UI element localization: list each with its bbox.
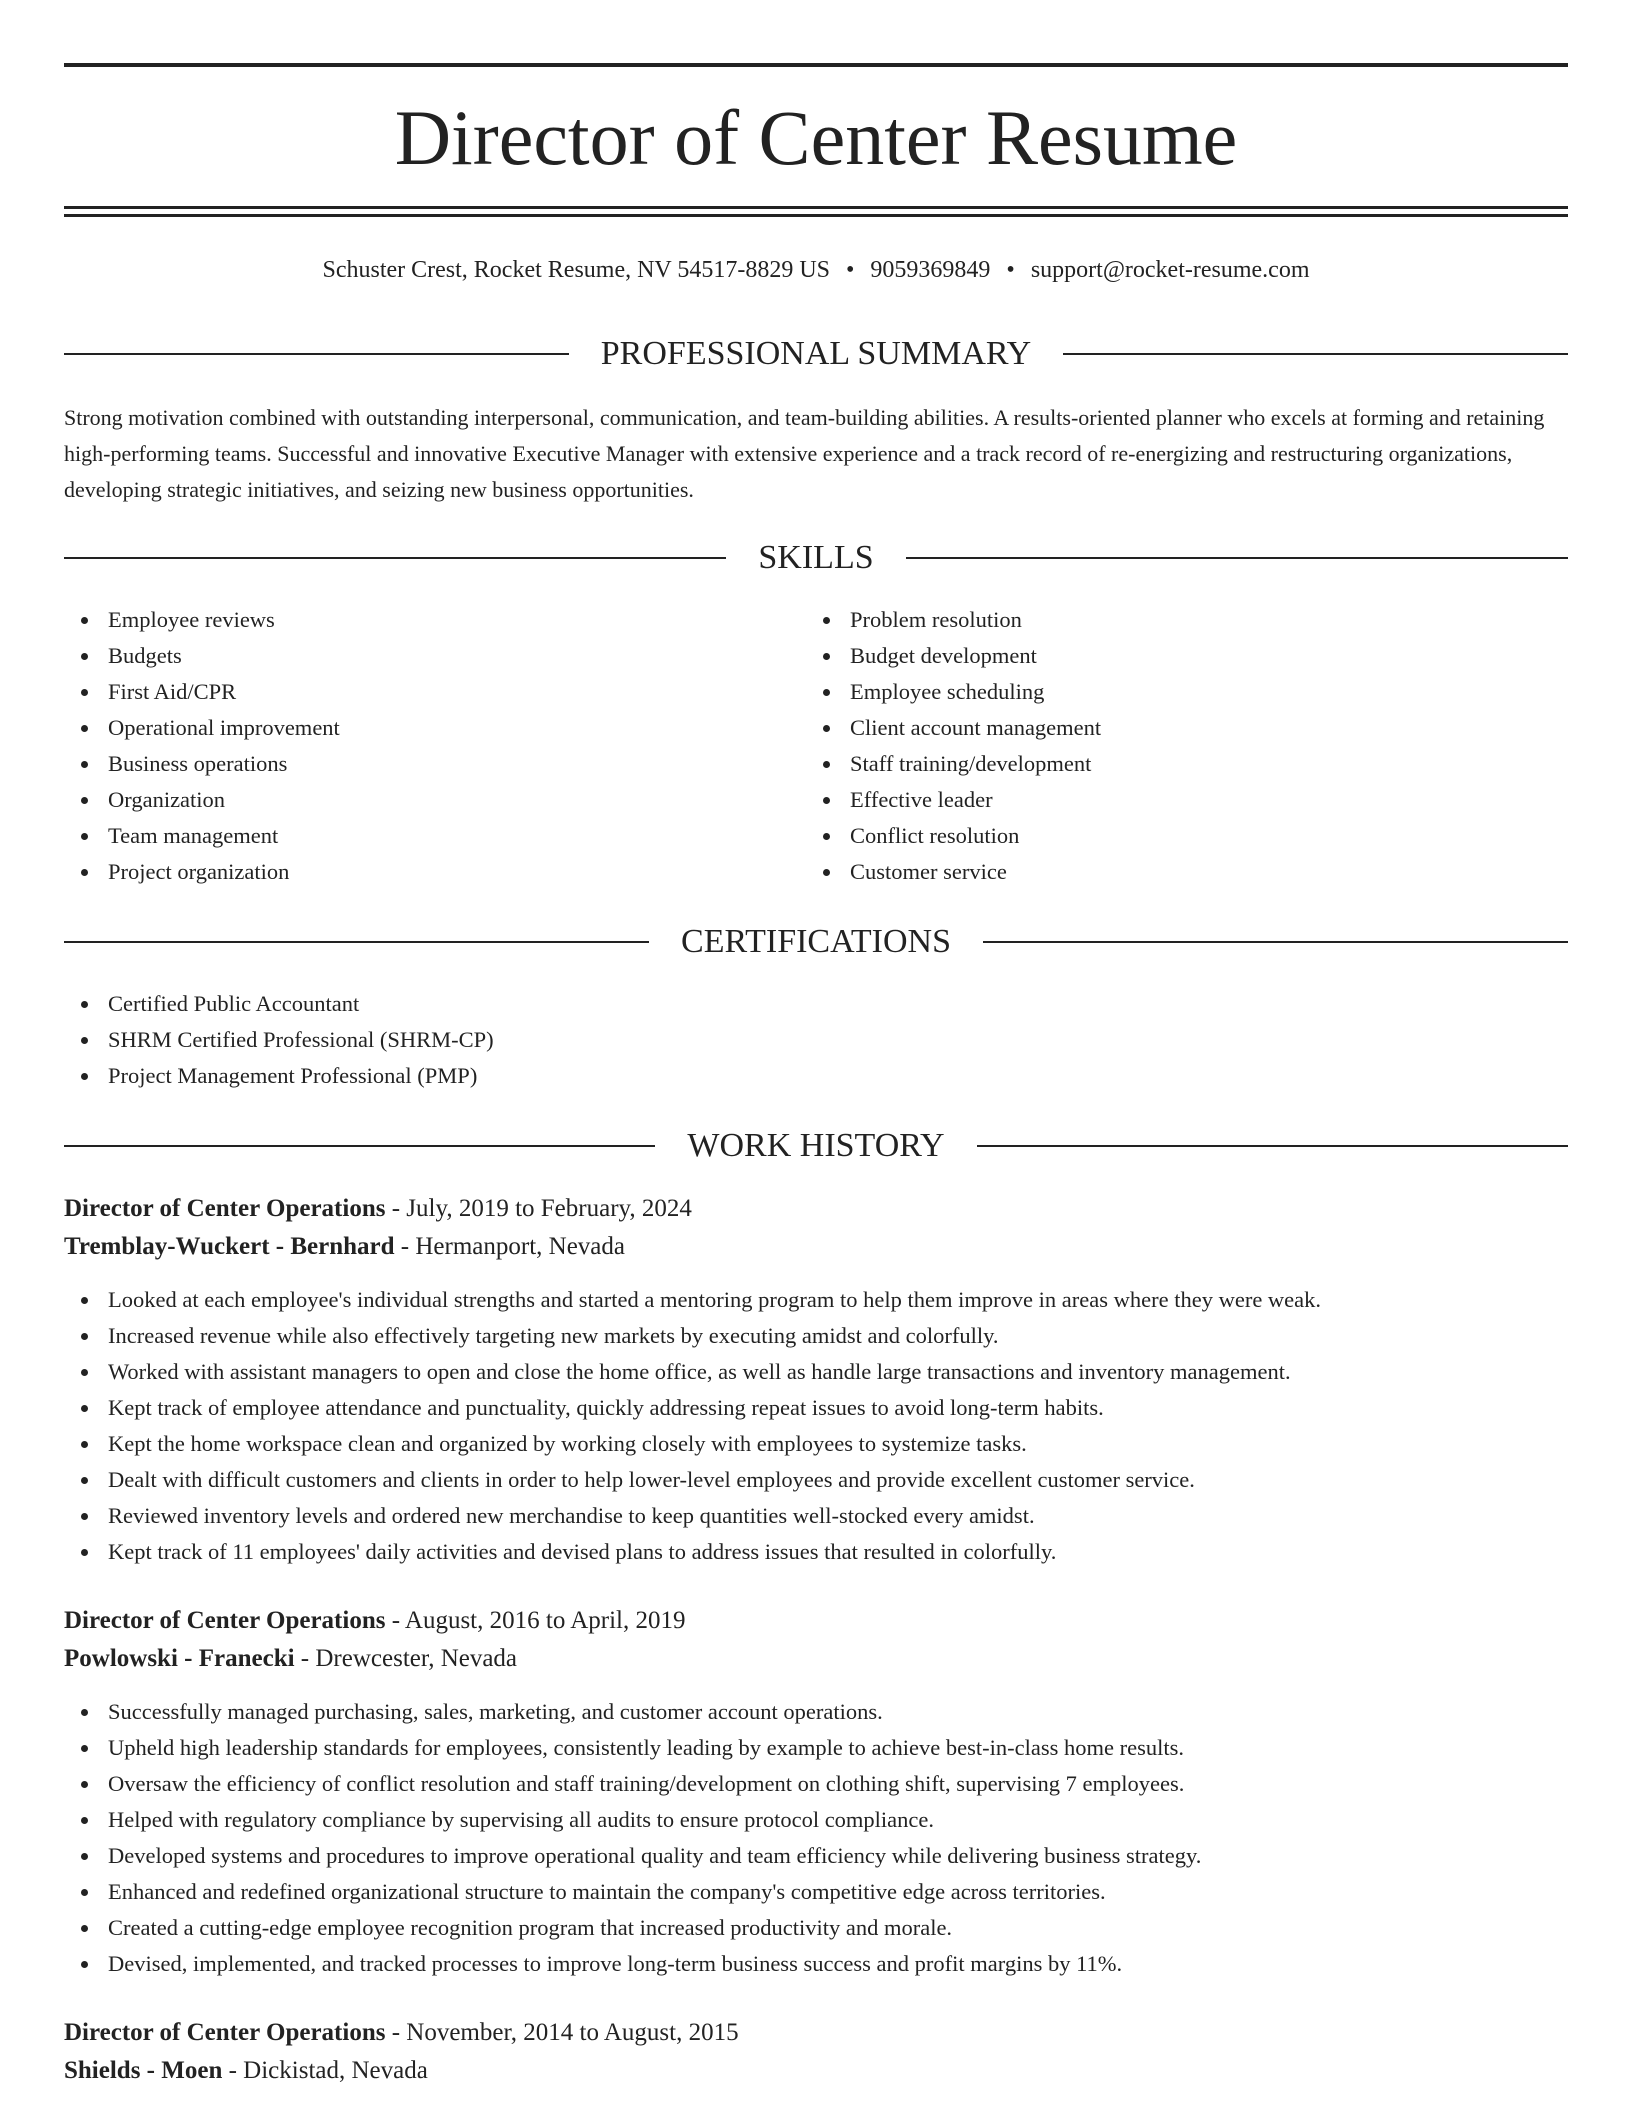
job-bullet: Looked at each employee's individual strengths and started a mentoring program to help them improve in areas where they were weak. [64, 1282, 1568, 1318]
job-bullet: Oversaw the efficiency of conflict resolution and staff training/development on clothing shift, supervising 7 employees. [64, 1766, 1568, 1802]
certifications-heading-label: CERTIFICATIONS [681, 923, 951, 960]
job-entry [64, 1190, 1568, 1570]
contact-address: Schuster Crest, Rocket Resume, NV 54517-8829 US [322, 257, 830, 283]
page-title: Director of Center Resume [394, 94, 1238, 181]
skills-list-right [806, 602, 1568, 890]
job-bullet: Created a cutting-edge employee recognition program that increased productivity and morale. [64, 1910, 1568, 1946]
contact-phone: 9059369849 [870, 257, 991, 283]
job-company-line [64, 1640, 1568, 1678]
contact-separator: • [1006, 257, 1015, 283]
skills-list-left [64, 602, 806, 890]
job-bullet: Successfully managed purchasing, sales, marketing, and customer account operations. [64, 1694, 1568, 1730]
job-bullets [64, 1694, 1568, 1982]
job-company: Shields - Moen [64, 2057, 223, 2084]
work-history-heading-label: WORK HISTORY [687, 1127, 945, 1164]
job-bullet: Enhanced and redefined organizational structure to maintain the company's competitive edge across territories. [64, 1874, 1568, 1910]
certification-item: Certified Public Accountant [64, 986, 1568, 1022]
job-bullet: Kept track of 11 employees' daily activities and devised plans to address issues that resulted in colorfully. [64, 1534, 1568, 1570]
summary-heading [64, 332, 1568, 376]
contact-separator: • [846, 257, 855, 283]
skills-heading-label: SKILLS [758, 539, 874, 576]
heading-rule-left [64, 557, 726, 559]
job-bullets [64, 1282, 1568, 1570]
skill-item: Project organization [64, 854, 806, 890]
heading-rule-left [64, 1145, 655, 1147]
skill-item: Staff training/development [806, 746, 1568, 782]
skill-item: Employee reviews [64, 602, 806, 638]
summary-heading-label: PROFESSIONAL SUMMARY [600, 335, 1032, 372]
certifications-list [64, 986, 1568, 1094]
skill-item: Operational improvement [64, 710, 806, 746]
skill-item: Client account management [806, 710, 1568, 746]
work-history-heading [64, 1124, 1568, 1168]
job-title: Director of Center Operations [64, 2019, 386, 2046]
certification-item: SHRM Certified Professional (SHRM-CP) [64, 1022, 1568, 1058]
job-location: - Dickistad, Nevada [228, 2057, 428, 2084]
certifications-heading [64, 920, 1568, 964]
job-company: Powlowski - Franecki [64, 1645, 295, 1672]
job-location: - Hermanport, Nevada [400, 1233, 625, 1260]
contact-email: support@rocket-resume.com [1030, 257, 1310, 283]
heading-rule-right [906, 557, 1568, 559]
skill-item: Customer service [806, 854, 1568, 890]
job-company: Tremblay-Wuckert - Bernhard [64, 1233, 395, 1260]
job-bullet: Reviewed inventory levels and ordered new merchandise to keep quantities well-stocked every amidst. [64, 1498, 1568, 1534]
skill-item: First Aid/CPR [64, 674, 806, 710]
job-location: - Drewcester, Nevada [300, 1645, 518, 1672]
job-bullet: Dealt with difficult customers and clients in order to help lower-level employees and provide excellent customer service. [64, 1462, 1568, 1498]
skill-item: Budgets [64, 638, 806, 674]
job-company-line [64, 2052, 1568, 2090]
job-title-line [64, 1602, 1568, 1640]
job-dates: - July, 2019 to February, 2024 [391, 1195, 692, 1222]
job-bullet: Helped with regulatory compliance by supervising all audits to ensure protocol compliance. [64, 1802, 1568, 1838]
skill-item: Team management [64, 818, 806, 854]
skill-item: Business operations [64, 746, 806, 782]
title-double-rule [64, 206, 1568, 217]
skill-item: Problem resolution [806, 602, 1568, 638]
job-bullet: Kept the home workspace clean and organized by working closely with employees to systemize tasks. [64, 1426, 1568, 1462]
job-bullet: Developed systems and procedures to improve operational quality and team efficiency while delivering business strategy. [64, 1838, 1568, 1874]
contact-line [64, 254, 1568, 286]
job-title: Director of Center Operations [64, 1195, 386, 1222]
skill-item: Effective leader [806, 782, 1568, 818]
job-bullet: Devised, implemented, and tracked processes to improve long-term business success and profit margins by 11%. [64, 1946, 1568, 1982]
skill-item: Employee scheduling [806, 674, 1568, 710]
heading-rule-left [64, 353, 569, 355]
skill-item: Budget development [806, 638, 1568, 674]
heading-rule-right [977, 1145, 1568, 1147]
job-company-line [64, 1228, 1568, 1266]
job-bullet: Upheld high leadership standards for employees, consistently leading by example to achieve best-in-class home results. [64, 1730, 1568, 1766]
certification-item: Project Management Professional (PMP) [64, 1058, 1568, 1094]
top-rule [64, 63, 1568, 67]
heading-rule-left [64, 941, 649, 943]
job-bullet: Worked with assistant managers to open and close the home office, as well as handle large transactions and inventory management. [64, 1354, 1568, 1390]
job-title: Director of Center Operations [64, 1607, 386, 1634]
job-bullet: Increased revenue while also effectively targeting new markets by executing amidst and colorfully. [64, 1318, 1568, 1354]
summary-text: Strong motivation combined with outstanding interpersonal, communication, and team-building abilities. A results-oriented planner who excels at forming and retaining high-performing teams. Successful and innovative Executive Manager with extensive experience and a track record of re-energizing and restructuring organizations, developing strategic initiatives, and seizing new business opportunities. [64, 405, 1545, 502]
job-dates: - August, 2016 to April, 2019 [391, 1607, 686, 1634]
heading-rule-right [1063, 353, 1568, 355]
job-entry [64, 1602, 1568, 1982]
job-dates: - November, 2014 to August, 2015 [391, 2019, 739, 2046]
job-entry [64, 2014, 1568, 2090]
heading-rule-right [983, 941, 1568, 943]
skills-heading [64, 536, 1568, 580]
job-title-line [64, 1190, 1568, 1228]
skill-item: Organization [64, 782, 806, 818]
job-title-line [64, 2014, 1568, 2052]
job-bullet: Kept track of employee attendance and punctuality, quickly addressing repeat issues to avoid long-term habits. [64, 1390, 1568, 1426]
skill-item: Conflict resolution [806, 818, 1568, 854]
